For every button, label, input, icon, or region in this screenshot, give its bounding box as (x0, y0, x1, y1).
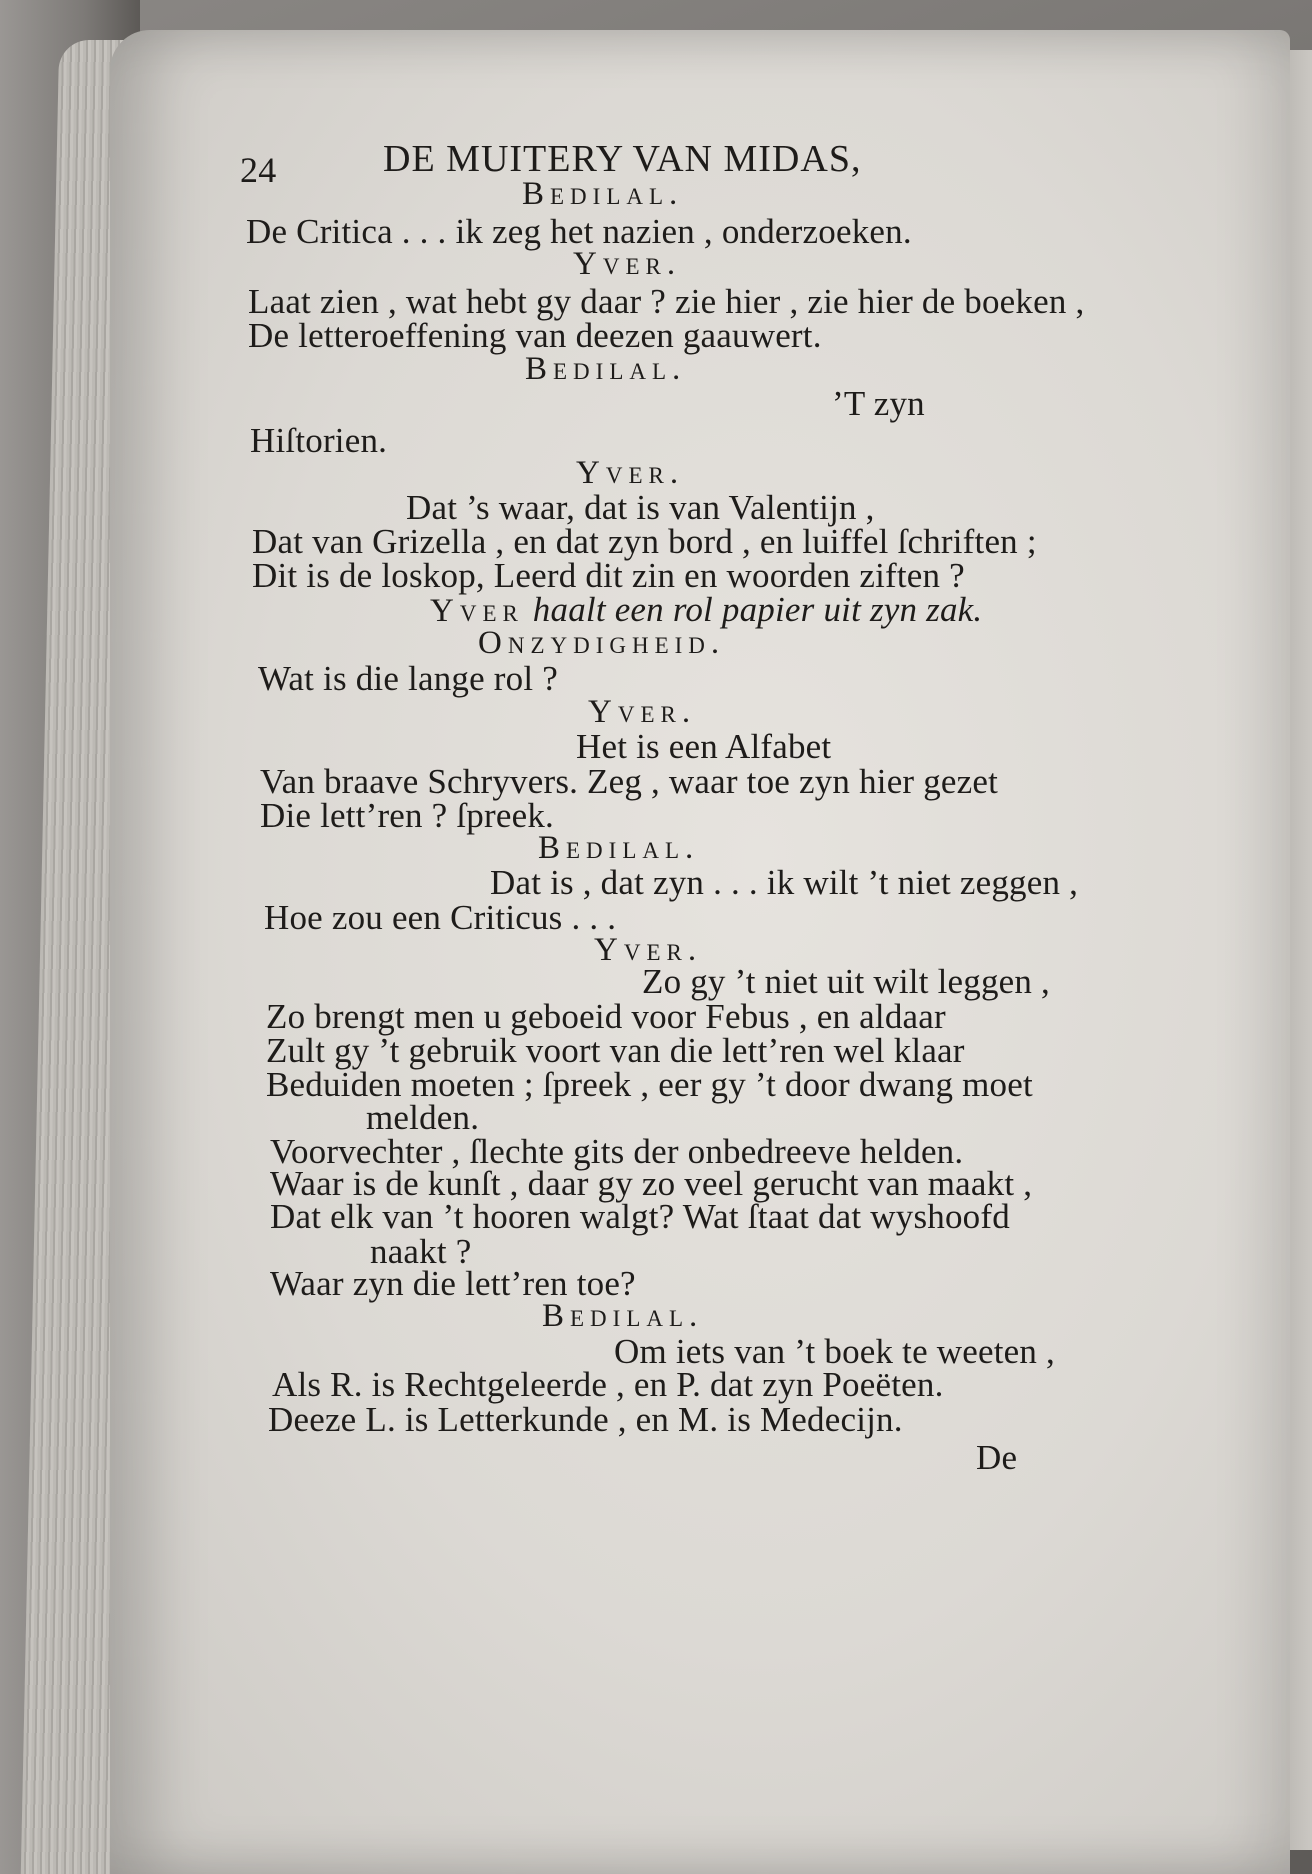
running-head: DE MUITERY VAN MIDAS, (383, 138, 862, 180)
verse-line: Wat is die lange rol ? (258, 659, 558, 698)
speaker-name: Bedilal. (522, 176, 684, 212)
verse-line: Dat ’s waar, dat is van Valentijn , (406, 488, 875, 527)
verse-line: naakt ? (370, 1232, 472, 1271)
verse-line: Voorvechter , ſlechte gits der onbedreeve helden. (270, 1132, 964, 1171)
verse-line: Dat van Grizella , en dat zyn bord , en luiffel ſchriften ; (252, 522, 1037, 561)
speaker-name: Yver. (576, 455, 685, 491)
verse-line: De letteroeffening van deezen gaauwert. (248, 316, 822, 355)
verse-line: Het is een Alfabet (576, 727, 832, 766)
speaker-name: Yver. (588, 694, 697, 730)
verse-line: Zo gy ’t niet uit wilt leggen , (642, 962, 1050, 1001)
speaker-name: Bedilal. (538, 830, 700, 866)
verse-line: Die lett’ren ? ſpreek. (260, 796, 554, 835)
verse-line: Deeze L. is Letterkunde , en M. is Medecijn. (268, 1400, 903, 1439)
verse-line: ’T zyn (832, 384, 925, 423)
speaker-name: Yver. (573, 246, 682, 282)
stage-speaker: Yver (430, 593, 524, 629)
verse-line: Hiſtorien. (250, 421, 388, 460)
verse-line: Dat elk van ’t hooren walgt? Wat ſtaat dat wyshoofd (270, 1197, 1010, 1236)
verse-line: Dat is , dat zyn . . . ik wilt ’t niet zeggen , (490, 863, 1079, 902)
verse-line: Laat zien , wat hebt gy daar ? zie hier , zie hier de boeken , (248, 282, 1085, 321)
verse-line: Zo brengt men u geboeid voor Febus , en aldaar (266, 997, 946, 1036)
speaker-name: Onzydigheid. (478, 625, 726, 661)
verse-line: Van braave Schryvers. Zeg , waar toe zyn hier gezet (260, 762, 999, 801)
stage-text: haalt een rol papier uit zyn zak. (532, 590, 983, 629)
verse-line: Zult gy ’t gebruik voort van die lett’ren wel klaar (266, 1031, 965, 1070)
speaker-name: Yver. (594, 932, 703, 968)
verse-line: De Critica . . . ik zeg het nazien , onderzoeken. (246, 212, 912, 251)
verse-line: Als R. is Rechtgeleerde , en P. dat zyn Poeëten. (272, 1365, 944, 1404)
stage-direction (430, 592, 982, 628)
verse-line: melden. (366, 1098, 480, 1137)
verse-line: Waar zyn die lett’ren toe? (270, 1264, 636, 1303)
verse-line: Dit is de loskop, Leerd dit zin en woorden ziften ? (252, 556, 965, 595)
page-number: 24 (240, 150, 277, 190)
verse-line: Waar is de kunſt , daar gy zo veel gerucht van maakt , (270, 1164, 1033, 1203)
verse-line: Om iets van ’t boek te weeten , (614, 1332, 1055, 1371)
speaker-name: Bedilal. (525, 351, 687, 387)
verse-line: Hoe zou een Criticus . . . (264, 898, 617, 937)
catchword: De (976, 1438, 1018, 1477)
speaker-name: Bedilal. (542, 1298, 704, 1334)
verse-line: Beduiden moeten ; ſpreek , eer gy ’t door dwang moet (266, 1065, 1033, 1104)
